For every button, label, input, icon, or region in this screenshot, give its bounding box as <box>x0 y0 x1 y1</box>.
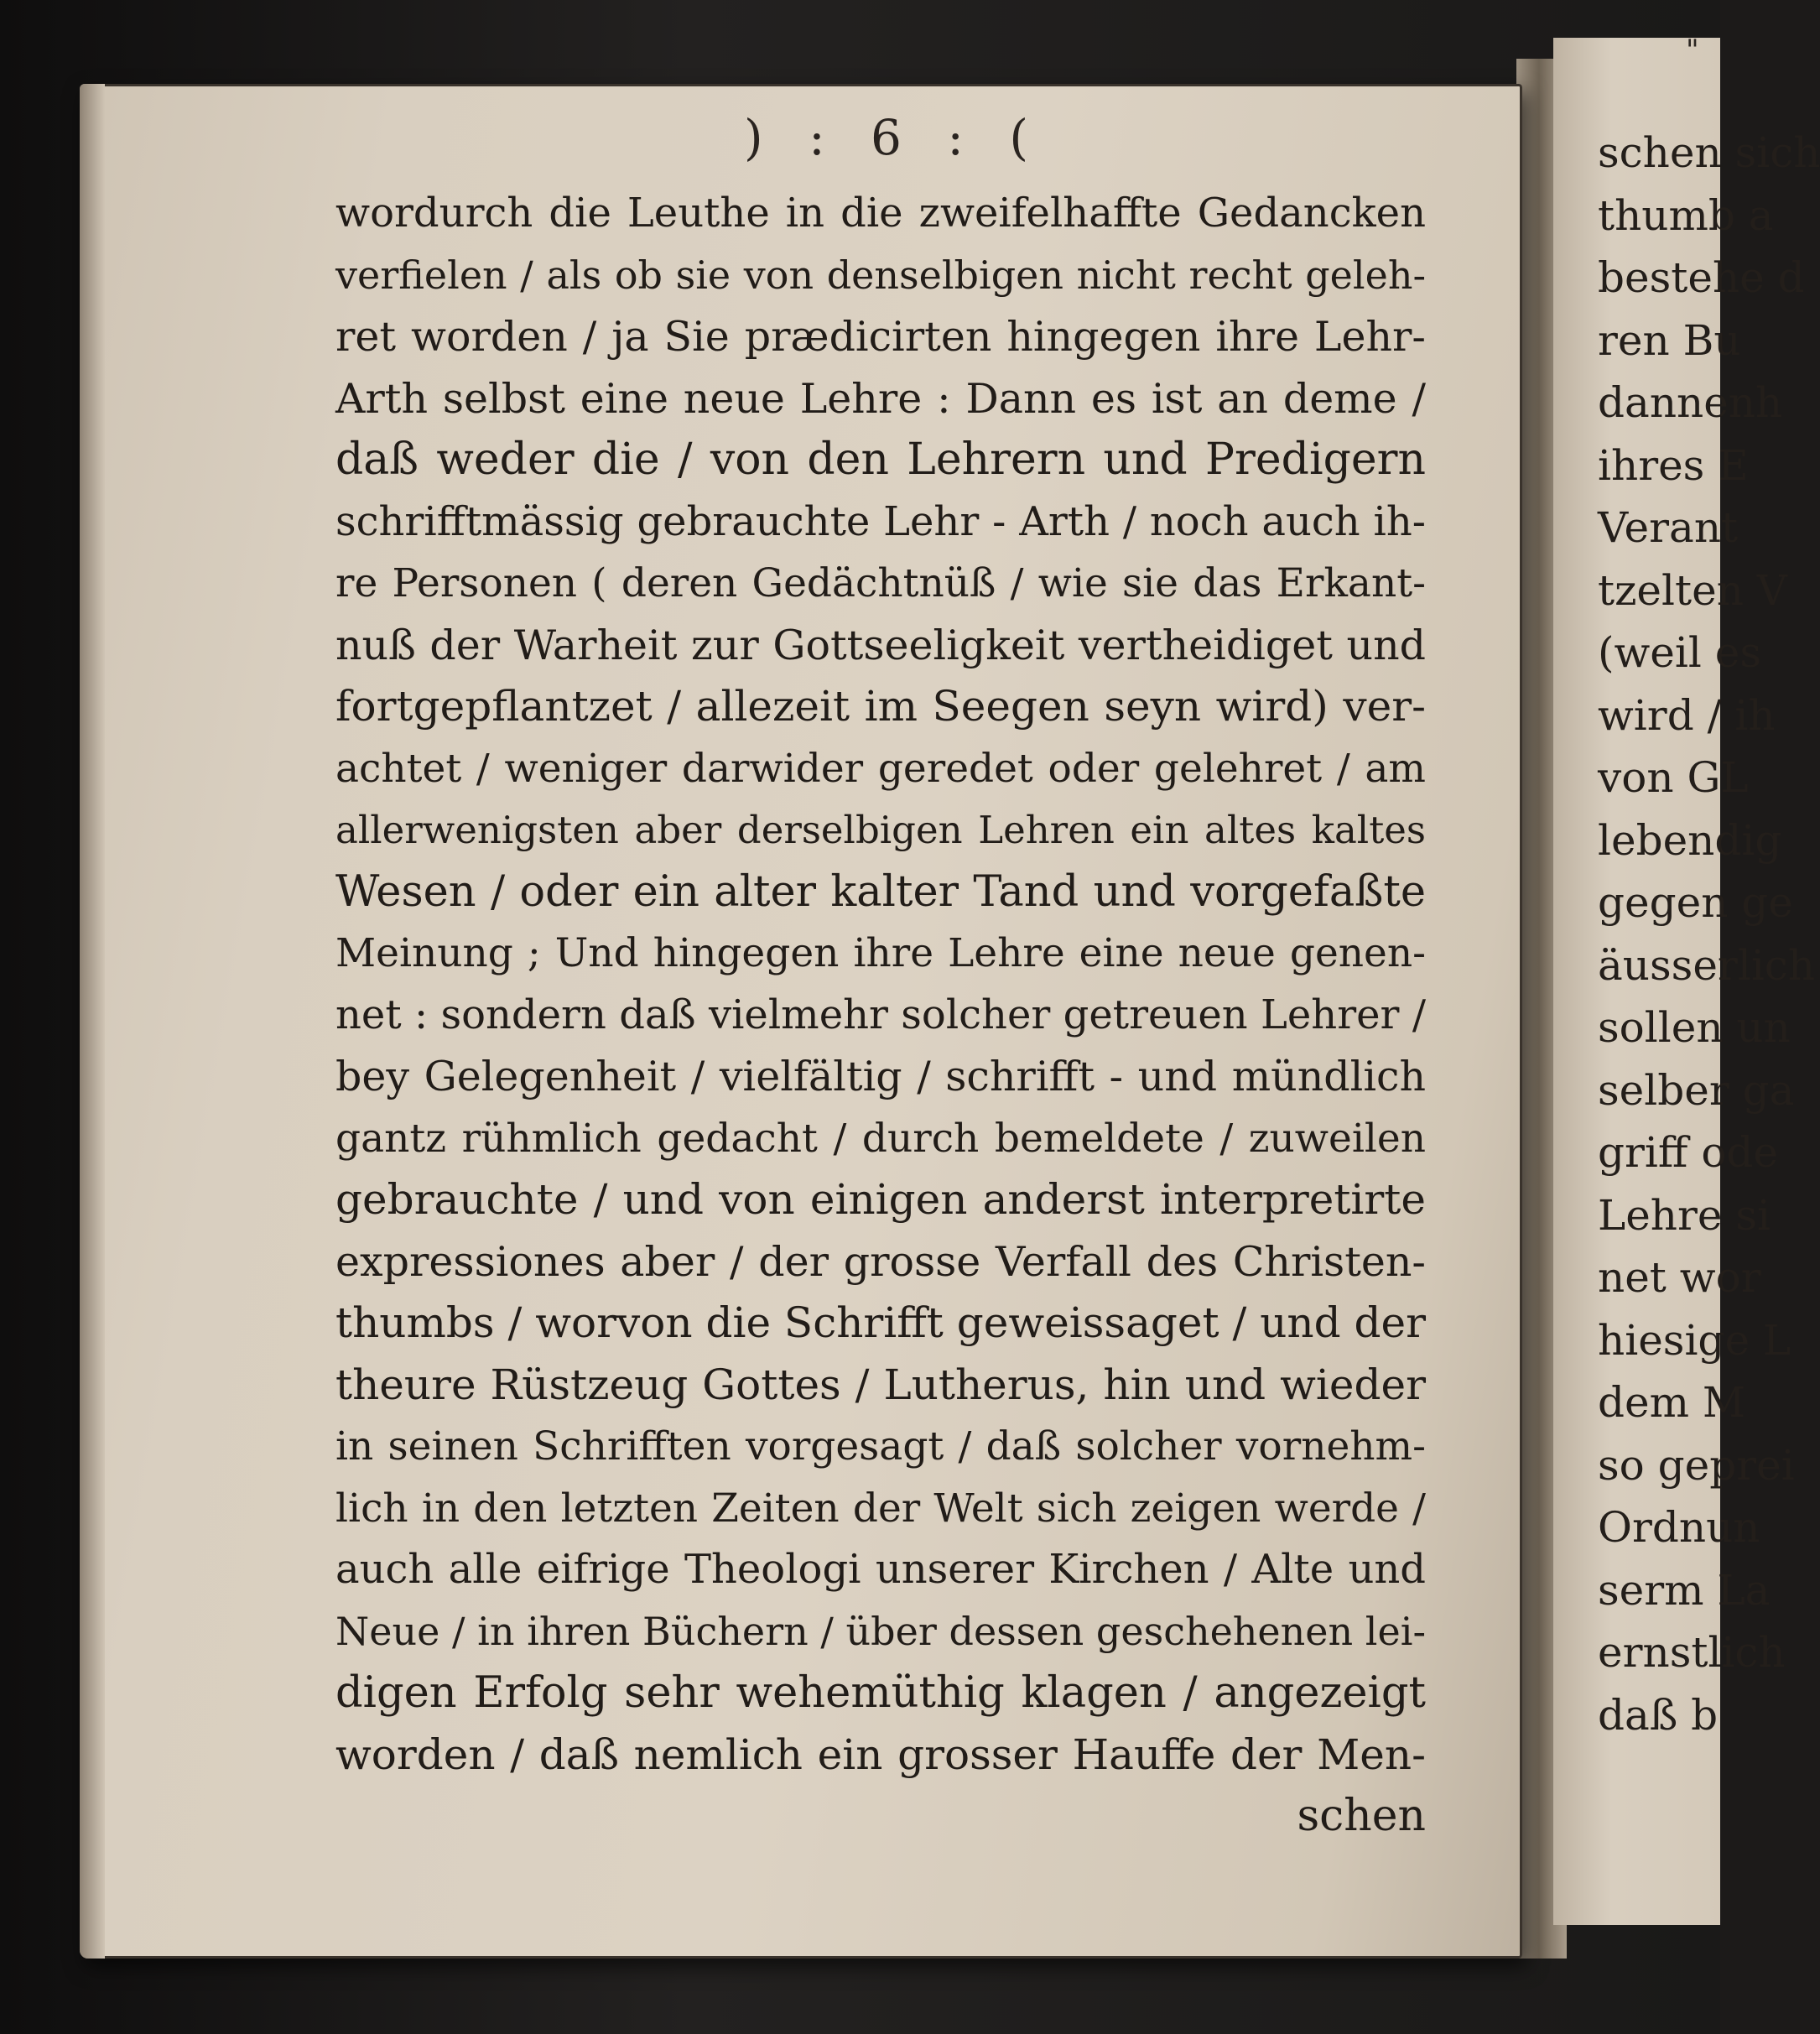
text-line: verfielen / als ob sie von denselbigen nicht recht geleh- <box>335 252 1426 298</box>
text-line: worden / daß nemlich ein grosser Hauffe der Men- <box>335 1730 1426 1779</box>
right-text-line: lebendig <box>1598 815 1782 865</box>
text-line: ret worden / ja Sie prædicirten hingegen ihre Lehr- <box>335 313 1426 361</box>
right-text-line: dem M <box>1598 1378 1746 1427</box>
right-text-line: ernstlich <box>1598 1628 1786 1677</box>
right-text-line: wird / ih <box>1598 690 1776 740</box>
right-text-line: Lehre si <box>1598 1190 1771 1240</box>
right-text-line: griff ode <box>1598 1128 1779 1177</box>
right-text-line: sollen un <box>1598 1003 1791 1052</box>
text-line: Wesen / oder ein alter kalter Tand und vorgefaßte <box>335 866 1426 917</box>
text-line: net : sondern daß vielmehr solcher getreuen Lehrer / <box>335 991 1426 1038</box>
text-line: schrifftmässig gebrauchte Lehr - Arth / noch auch ih- <box>335 497 1426 545</box>
right-text-line: so geprei <box>1598 1440 1795 1490</box>
text-line: Meinung ; Und hingegen ihre Lehre eine neue genen- <box>335 930 1426 976</box>
text-line: Neue / in ihren Büchern / über dessen geschehenen lei- <box>335 1608 1426 1654</box>
right-text-line: (weil es <box>1598 628 1762 677</box>
text-line: bey Gelegenheit / vielfältig / schrifft - und mündlich <box>335 1053 1426 1100</box>
right-page-corner-mark: " <box>1686 34 1699 67</box>
right-text-line: äusserlich <box>1598 940 1816 990</box>
right-text-line: bestehe d <box>1598 253 1805 302</box>
text-line: in seinen Schrifften vorgesagt / daß solcher vornehm- <box>335 1423 1426 1470</box>
text-line: digen Erfolg sehr wehemüthig klagen / angezeigt <box>335 1668 1426 1718</box>
right-text-line: Verant <box>1598 503 1739 552</box>
text-line: re Personen ( deren Gedächtnüß / wie sie das Erkant- <box>335 560 1426 606</box>
right-text-line: selber ga <box>1598 1065 1795 1115</box>
right-text-line: ren Bu <box>1598 315 1741 365</box>
text-line: gebrauchte / und von einigen anderst interpretirte <box>335 1175 1426 1224</box>
right-text-line: ihres E <box>1598 440 1749 490</box>
right-text-line: dannenh <box>1598 378 1783 427</box>
right-text-line: daß b <box>1598 1690 1719 1740</box>
right-text-line: net wor <box>1598 1253 1761 1302</box>
right-text-line: hiesige L <box>1598 1315 1791 1365</box>
text-line: allerwenigsten aber derselbigen Lehren ein altes kaltes <box>335 808 1426 852</box>
right-text-line: thumb a <box>1598 190 1774 240</box>
right-text-line: Ordnun <box>1598 1503 1760 1552</box>
text-line: theure Rüstzeug Gottes / Lutherus, hin und wieder <box>335 1360 1426 1409</box>
text-line: thumbs / worvon die Schrifft geweissaget / und der <box>335 1298 1427 1347</box>
text-line: Arth selbst eine neue Lehre : Dann es ist an deme / <box>335 374 1426 423</box>
text-line: gantz rühmlich gedacht / durch bemeldete / zuweilen <box>335 1115 1426 1162</box>
right-page-text <box>1598 122 1820 1746</box>
text-line: auch alle eifrige Theologi unserer Kirchen / Alte und <box>335 1546 1426 1593</box>
right-text-line: gegen ge <box>1598 878 1793 927</box>
catchword: schen <box>1297 1791 1426 1841</box>
right-text-line: von GL <box>1598 753 1749 802</box>
page-number: ) : 6 : ( <box>744 109 1043 166</box>
right-text-line: schen sich <box>1598 128 1820 177</box>
text-line: daß weder die / von den Lehrern und Predigern <box>335 434 1426 485</box>
text-line: lich in den letzten Zeiten der Welt sich zeigen werde / <box>335 1485 1426 1532</box>
text-line: expressiones aber / der grosse Verfall des Christen- <box>335 1237 1426 1286</box>
text-line: achtet / weniger darwider geredet oder gelehret / am <box>335 745 1426 792</box>
text-line: nuß der Warheit zur Gottseeligkeit vertheidiget und <box>335 621 1426 669</box>
text-line: fortgepflantzet / allezeit im Seegen seyn wird) ver- <box>335 682 1426 731</box>
text-line: wordurch die Leuthe in die zweifelhaffte Gedancken <box>335 190 1426 237</box>
right-text-line: serm La <box>1598 1565 1771 1615</box>
left-page-text <box>335 183 1426 1848</box>
right-text-line: tzelten V <box>1598 565 1787 615</box>
